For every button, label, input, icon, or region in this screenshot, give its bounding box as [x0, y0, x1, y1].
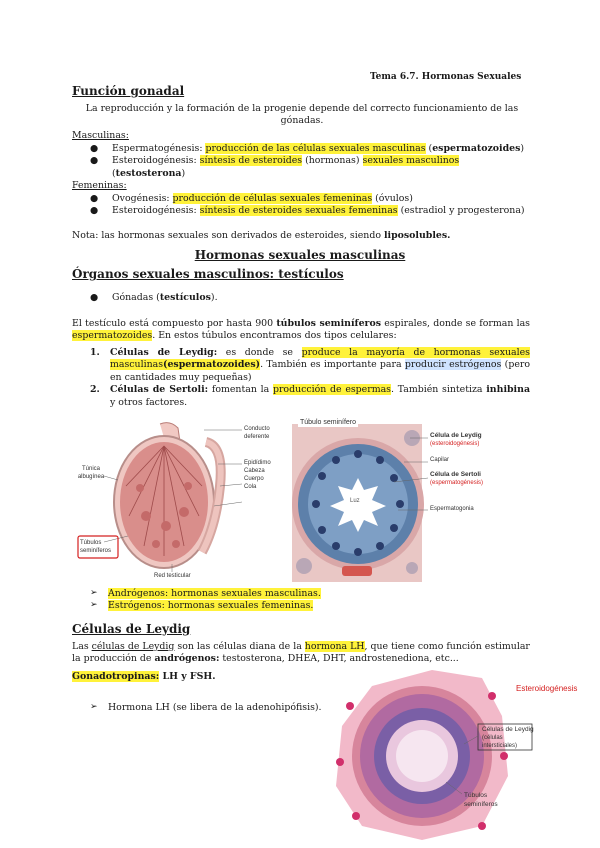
list-item: ● Esteroidogénesis: síntesis de esteroides sexuales femeninas (estradiol y progesterona) — [90, 205, 525, 217]
subheading-testiculos: Órganos sexuales masculinos: testículos — [72, 267, 344, 281]
label-leydig: Célula de Leydig — [430, 432, 482, 439]
list-item: ➢ Estrógenos: hormonas sexuales femeninas. — [90, 600, 314, 612]
gonadas-item: ● Gónadas (testículos). — [90, 292, 218, 303]
label-conducto: Conducto deferente — [244, 426, 270, 440]
label-luz: Luz — [350, 498, 360, 504]
list-item: ● Esteroidogénesis: síntesis de esteroides (hormonas) sexuales masculinos (testosterona) — [90, 155, 460, 179]
celulas-list — [90, 347, 530, 409]
label-tunica: Túnica albugínea — [77, 466, 105, 480]
label-espermatogonia: Espermatogonia — [430, 506, 474, 512]
lh-item: ➢ Hormona LH (se libera de la adenohipófisis). — [90, 702, 322, 714]
label-cabeza: Cabeza — [244, 468, 265, 474]
section-heading-leydig: Células de Leydig — [72, 622, 191, 636]
leydig-paragraph: Las células de Leydig son las células diana de la hormona LH, que tiene como función estimular la producción de andrógenos: testosterona, DHEA, DHT, androstenediona, etc... — [72, 641, 530, 665]
tubule-illustration — [292, 416, 532, 582]
label-tubulo-title: Túbulo seminífero — [300, 419, 357, 426]
label-tubulos: Túbulos seminíferos — [80, 540, 112, 554]
label-leydig-sub: (esteroidogénesis) — [430, 441, 480, 447]
leydig-figure — [332, 666, 594, 842]
nota-paragraph: Nota: las hormonas sexuales son derivados de esteroides, siendo liposolubles. — [72, 230, 451, 241]
tubule-figure — [292, 416, 532, 582]
testicle-figure — [74, 416, 292, 582]
label-celulas-sub: (células intersticiales) — [482, 735, 518, 749]
andro-list — [90, 588, 510, 613]
label-cola: Cola — [244, 484, 257, 490]
gonadotropinas-line: Gonadotropinas: LH y FSH. — [72, 671, 216, 682]
label-sertoli: Célula de Sertoli — [430, 471, 481, 478]
testiculo-paragraph: El testículo está compuesto por hasta 900 túbulos seminíferos espirales, donde se forman las espermatozoides. En estos túbulos encontramos dos tipos celulares: — [72, 318, 530, 342]
section-heading-funcion: Función gonadal — [72, 84, 185, 98]
label-red: Red testicular — [154, 573, 191, 579]
label-cuerpo: Cuerpo — [244, 476, 264, 482]
masculinas-label: Masculinas: — [72, 130, 129, 141]
label-capilar: Capilar — [430, 457, 450, 463]
list-item: 1. Células de Leydig: es donde se produce la mayoría de hormonas sexuales masculinas(espermatozoides). También es importante para producir estrógenos (pero en cantidades muy pequeñas) — [90, 347, 530, 383]
intro-paragraph: La reproducción y la formación de la progenie depende del correcto funcionamiento de las gónadas. — [85, 103, 519, 127]
doc-header-title: Tema 6.7. Hormonas Sexuales — [370, 72, 522, 82]
label-celulas-leydig: Células de Leydig — [482, 726, 534, 733]
list-item: 2. Células de Sertoli: fomentan la producción de espermas. También sintetiza inhibina y otros factores. — [90, 384, 531, 408]
label-esteroidogenesis: Esteroidogénesis — [516, 684, 578, 693]
femeninas-list — [90, 193, 530, 218]
list-item: ● Ovogénesis: producción de células sexuales femeninas (óvulos) — [90, 193, 413, 204]
label-tubulos-3: Túbulos seminíferos — [464, 792, 498, 808]
list-item: ➢ Andrógenos: hormonas sexuales masculinas. — [90, 588, 321, 599]
list-item: ● Espermatogénesis: producción de las células sexuales masculinas (espermatozoides) — [90, 143, 525, 154]
label-sertoli-sub: (espermatogénesis) — [430, 480, 484, 486]
masculinas-list — [90, 143, 530, 180]
label-epididimo: Epidídimo — [244, 460, 271, 466]
femeninas-label: Femeninas: — [72, 180, 127, 191]
section-heading-hormonas: Hormonas sexuales masculinas — [194, 248, 406, 262]
